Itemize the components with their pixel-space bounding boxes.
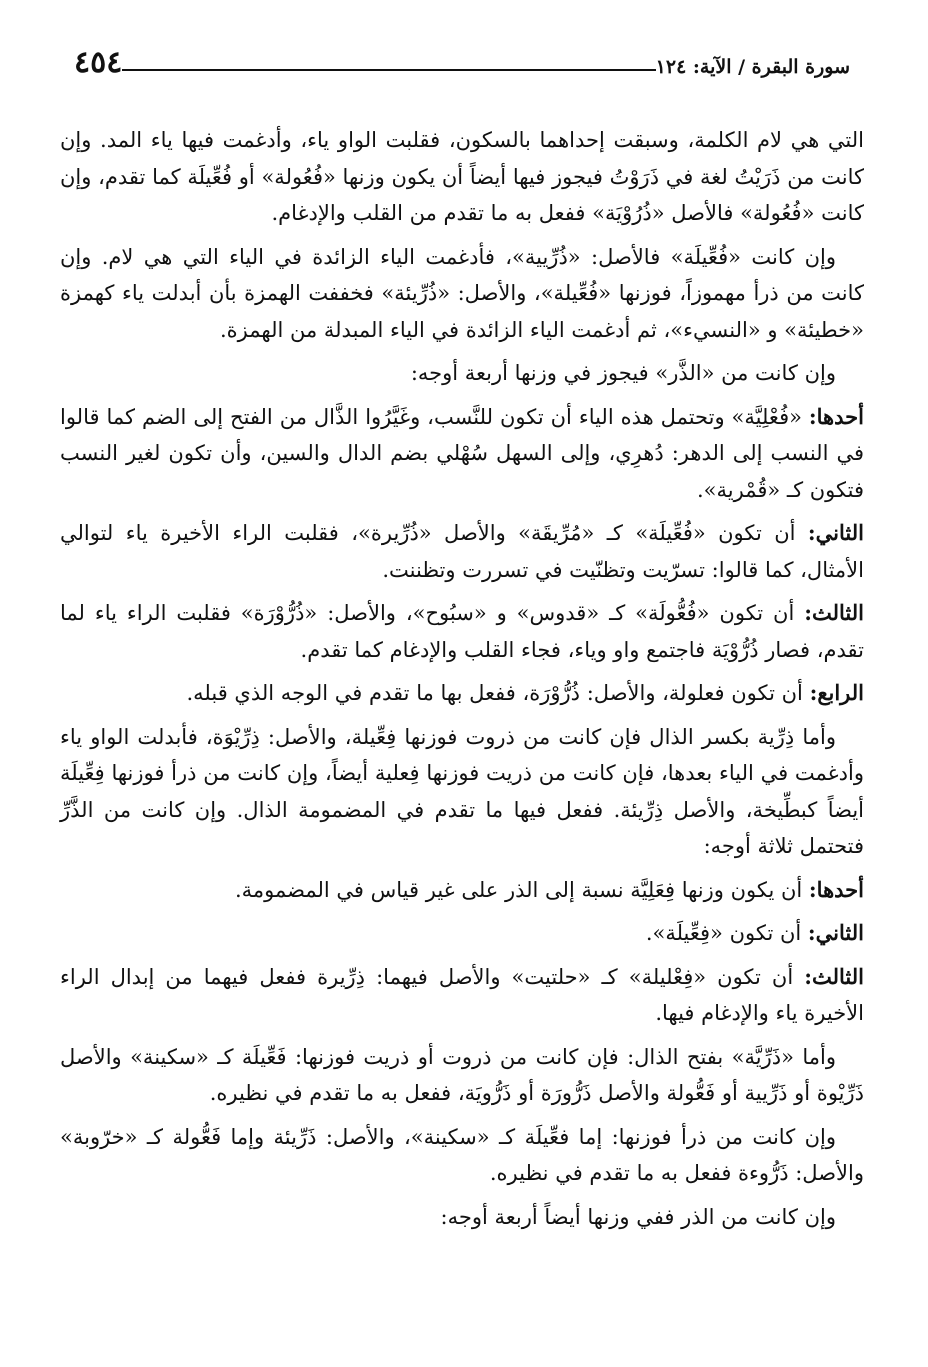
paragraph: [60, 1119, 864, 1192]
paragraph: [60, 1039, 864, 1112]
paragraph-text: أن يكون وزنها فِعَلِيَّة نسبة إلى الذر على غير قياس في المضمومة.: [235, 877, 803, 902]
paragraph-text: وإن كانت من الذر ففي وزنها أيضاً أربعة أوجه:: [440, 1204, 836, 1229]
paragraph: [60, 355, 864, 392]
paragraph-text: أن تكون «فِعْليلة» كـ «حلتيت» والأصل فيهما: ذِرِّيرة ففعل فيهما من إبدال الراء الأخيرة ياء والإدغام فيها.: [60, 964, 864, 1025]
page-number: ٤٥٤: [74, 45, 123, 80]
paragraph-text: «فُعْلِيَّة» وتحتمل هذه الياء أن تكون للنَّسب، وغَيَّرُوا الذَّال من الفتح إلى الضم كما قالوا في النسب إلى الدهر: دُهرِي، وإلى السهل سُهْلي بضم الدال والسين، وأن تكون لغير النسب فتكون كـ «قُمْرية».: [60, 404, 864, 502]
paragraph-text: وأما «ذَرِّيَّة» بفتح الذال: فإن كانت من ذروت أو ذريت فوزنها: فَعِّيلَة كـ «سكينة» والأصل ذَرِّيْوة أو ذَرِّيية أو فَعُّولة والأصل ذَرُّورَة أو ذَرُّويَة، ففعل به ما تقدم في نظيره.: [60, 1044, 864, 1105]
paragraph: [60, 515, 864, 588]
paragraph-text: أن تكون «فُعِّيلَة» كـ «مُرِّيقَة» والأصل «ذُرِّيرة»، فقلبت الراء الأخيرة ياء لتوالي الأمثال، كما قالوا: تسرّيت وتظنّيت في تسررت وتظننت.: [60, 521, 864, 582]
page-body: [60, 122, 864, 1235]
paragraph: [60, 595, 864, 668]
paragraph: [60, 719, 864, 865]
page-header: [60, 26, 864, 78]
paragraph: [60, 399, 864, 509]
paragraph-text: أن تكون «فِعِّيلَة».: [645, 921, 802, 945]
paragraph-text: أن تكون فعلولة، والأصل: ذُرُّوْرَة، ففعل بها ما تقدم في الوجه الذي قبله.: [186, 681, 803, 705]
paragraph-text: وأما ذِرِّية بكسر الذال فإن كانت من ذروت فوزنها فِعِّيلة، والأصل: ذِرِّيْوَة، فأبدلت الواو ياء وأدغمت في الياء بعدها، فإن كانت من ذريت فوزنها فِعلية أيضاً، وإن كانت من ذرأ فوزنها فِعِّيلَة أيضاً كبطِّيخة، والأصل ذِرِّيئة. ففعل فيها ما تقدم في المضمومة الذال. وإن كانت من الذَّرِّ فتحتمل ثلاثة أوجه:: [60, 724, 864, 858]
paragraph-lead: الثالث:: [804, 600, 864, 625]
paragraph: [60, 959, 864, 1032]
paragraph-text: التي هي لام الكلمة، وسبقت إحداهما بالسكون، فقلبت الواو ياء، وأدغمت فيها ياء المد. وإن كانت من ذَرَيْتُ لغة في ذَرَوْتُ فيجوز فيها أيضاً أن يكون وزنها «فُعُولة» أو فُعِّيلَة كما تقدم، وإن كانت «فُعُولة» فالأصل «ذُرُوْيَة» ففعل به ما تقدم من القلب والإدغام.: [60, 128, 864, 225]
paragraph-lead: الثاني:: [807, 920, 864, 945]
paragraph: [60, 915, 864, 952]
paragraph-lead: الرابع:: [809, 680, 864, 705]
running-title: سورة البقرة / الآية: ١٢٤: [655, 56, 850, 78]
paragraph-text: وإن كانت من «الذَّر» فيجوز في وزنها أربعة أوجه:: [410, 361, 836, 385]
paragraph: [60, 239, 864, 349]
paragraph: [60, 675, 864, 712]
paragraph: [60, 872, 864, 909]
paragraph: [60, 122, 864, 232]
paragraph-lead: أحدها:: [808, 403, 864, 429]
paragraph-lead: الثاني:: [807, 520, 864, 545]
paragraph-text: أن تكون «فُعُّولَة» كـ «قدوس» و «سبُوح»، والأصل: «ذُرُّوْرَة» فقلبت الراء ياء لما تقدم، فصار ذُرُّوْيَة فاجتمع واو وياء، فجاء القلب والإدغام كما تقدم.: [60, 601, 864, 662]
paragraph-lead: الثالث:: [804, 963, 864, 989]
paragraph-lead: أحدها:: [808, 876, 864, 902]
header-rule: [122, 69, 655, 71]
paragraph-text: وإن كانت «فُعِّيلَة» فالأصل: «ذُرِّيية»، فأدغمت الياء الزائدة في الياء التي هي لام. وإن كانت من ذرأ مهموزاً، فوزنها «فُعِّيلة»، والأصل: «ذُرِّيئة» فخففت الهمزة بأن أبدلت ياء كهمزة «خطيئة» و «النسيء»، ثم أدغمت الياء الزائدة في الياء المبدلة من الهمزة.: [60, 244, 864, 342]
paragraph: [60, 1199, 864, 1236]
paragraph-text: وإن كانت من ذرأ فوزنها: إما فعِّيلَة كـ «سكينة»، والأصل: ذَرِّيئة وإما فَعُّولة كـ «خرّوبة» والأصل: ذَرُّوءة ففعل به ما تقدم في نظيره.: [60, 1124, 864, 1185]
